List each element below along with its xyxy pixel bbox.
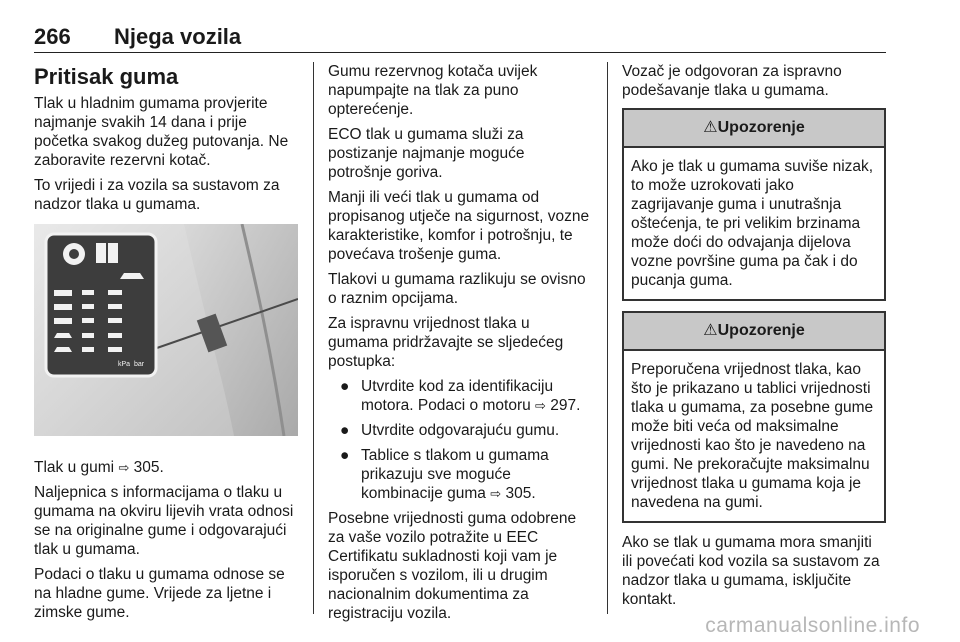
page-number: 266: [34, 24, 71, 49]
reference-arrow-icon: ⇨: [535, 398, 546, 413]
placard-unit-kpa: kPa: [118, 361, 131, 368]
section-title: Pritisak guma: [34, 64, 179, 89]
paragraph: Podaci o tlaku u gumama odnose se na hladne gume. Vrijede za ljetne i zimske gume.: [34, 566, 285, 621]
warning-body: Preporučena vrijednost tlaka, kao što je prikazano u tablici vrijednosti tlaka u gumama, za posebne gume može biti veća od maksimalne vrijednosti kao što je navedeno na gumi. Ne prekoračujte maksimalnu vrijednost tlaka u gumama koja je navedena na gumi.: [631, 361, 874, 511]
page-reference[interactable]: 305.: [505, 485, 536, 502]
list-item: ● Utvrdite kod za identifikaciju motora. Podaci o motoru ⇨ 297.: [340, 378, 581, 414]
door-frame-illustration: [34, 224, 298, 436]
warning-header: ⚠Upozorenje: [624, 313, 884, 351]
paragraph: Gumu rezervnog kotača uvijek napumpajte na tlak za puno opterećenje.: [328, 63, 538, 118]
list-item: ● Tablice s tlakom u gumama prikazuju sve moguće kombinacije guma ⇨ 305.: [340, 447, 549, 502]
column-divider: [607, 62, 608, 614]
bullet-dot: ●: [340, 447, 350, 464]
page-reference[interactable]: 305.: [133, 459, 164, 476]
paragraph: ECO tlak u gumama služi za postizanje najmanje moguće potrošnje goriva.: [328, 126, 525, 181]
paragraph: Tlak u hladnim gumama provjerite najmanje svakih 14 dana i prije početka svakog dužeg putovanja. Ne zaboravite rezervni kotač.: [34, 95, 289, 169]
chapter-title: Njega vozila: [114, 24, 242, 49]
reference-arrow-icon: ⇨: [490, 486, 502, 501]
warning-body: Ako je tlak u gumama suviše nizak, to može uzrokovati jako zagrijavanje guma i unutrašnja oštećenja, te pri velikim brzinama može doći do odvajanja dijelova vozne površine guma pa čak i do pucanja guma.: [631, 158, 874, 289]
column-3: [622, 62, 886, 615]
paragraph: Tlak u gumi ⇨ 305.: [34, 459, 164, 476]
reference-arrow-icon: ⇨: [118, 460, 130, 475]
warning-triangle-icon: ⚠: [703, 322, 718, 339]
warning-box: [622, 108, 886, 301]
paragraph: Manji ili veći tlak u gumama od propisanog utječe na sigurnost, vozne karakteristike, komfor i potrošnju, te povećava trošenje guma.: [328, 189, 590, 263]
paragraph: Tlakovi u gumama razlikuju se ovisno o raznim opcijama.: [328, 271, 586, 307]
car-icon: [120, 273, 144, 279]
warning-box: [622, 311, 886, 523]
tire-pressure-label-figure: [34, 224, 298, 436]
column-2: [328, 62, 592, 629]
column-divider: [313, 62, 314, 614]
bullet-dot: ●: [340, 422, 350, 439]
placard-unit-bar: bar: [134, 361, 145, 368]
paragraph: Posebne vrijednosti guma odobrene za vaše vozilo potražite u EEC Certifikatu sukladnosti koji vam je isporučen s vozilom, ili u drugim nacionalnim dokumentima za registraciju vozila.: [328, 510, 577, 622]
warning-header: ⚠Upozorenje: [624, 110, 884, 148]
paragraph: Za ispravnu vrijednost tlaka u gumama pridržavajte se sljedećeg postupka:: [328, 315, 564, 370]
column-1: [34, 62, 298, 628]
list-item: ● Utvrdite odgovarajuću gumu.: [340, 422, 560, 439]
paragraph: Ako se tlak u gumama mora smanjiti ili povećati kod vozila sa sustavom za nadzor tlaka u gumama, isključite kontakt.: [622, 534, 880, 608]
paragraph: Vozač je odgovoran za ispravno podešavanje tlaka u gumama.: [622, 63, 842, 99]
page-header: [34, 22, 886, 53]
watermark: carmanualsonline.info: [705, 614, 920, 637]
warning-triangle-icon: ⚠: [703, 119, 718, 136]
procedure-list: [328, 377, 592, 503]
bullet-dot: ●: [340, 378, 350, 395]
page-reference[interactable]: 297.: [550, 397, 581, 414]
paragraph: Naljepnica s informacijama o tlaku u gumama na okviru lijevih vrata odnosi se na originalne gume i odgovarajući tlak u gumama.: [34, 484, 294, 558]
paragraph: To vrijedi i za vozila sa sustavom za nadzor tlaka u gumama.: [34, 177, 280, 213]
